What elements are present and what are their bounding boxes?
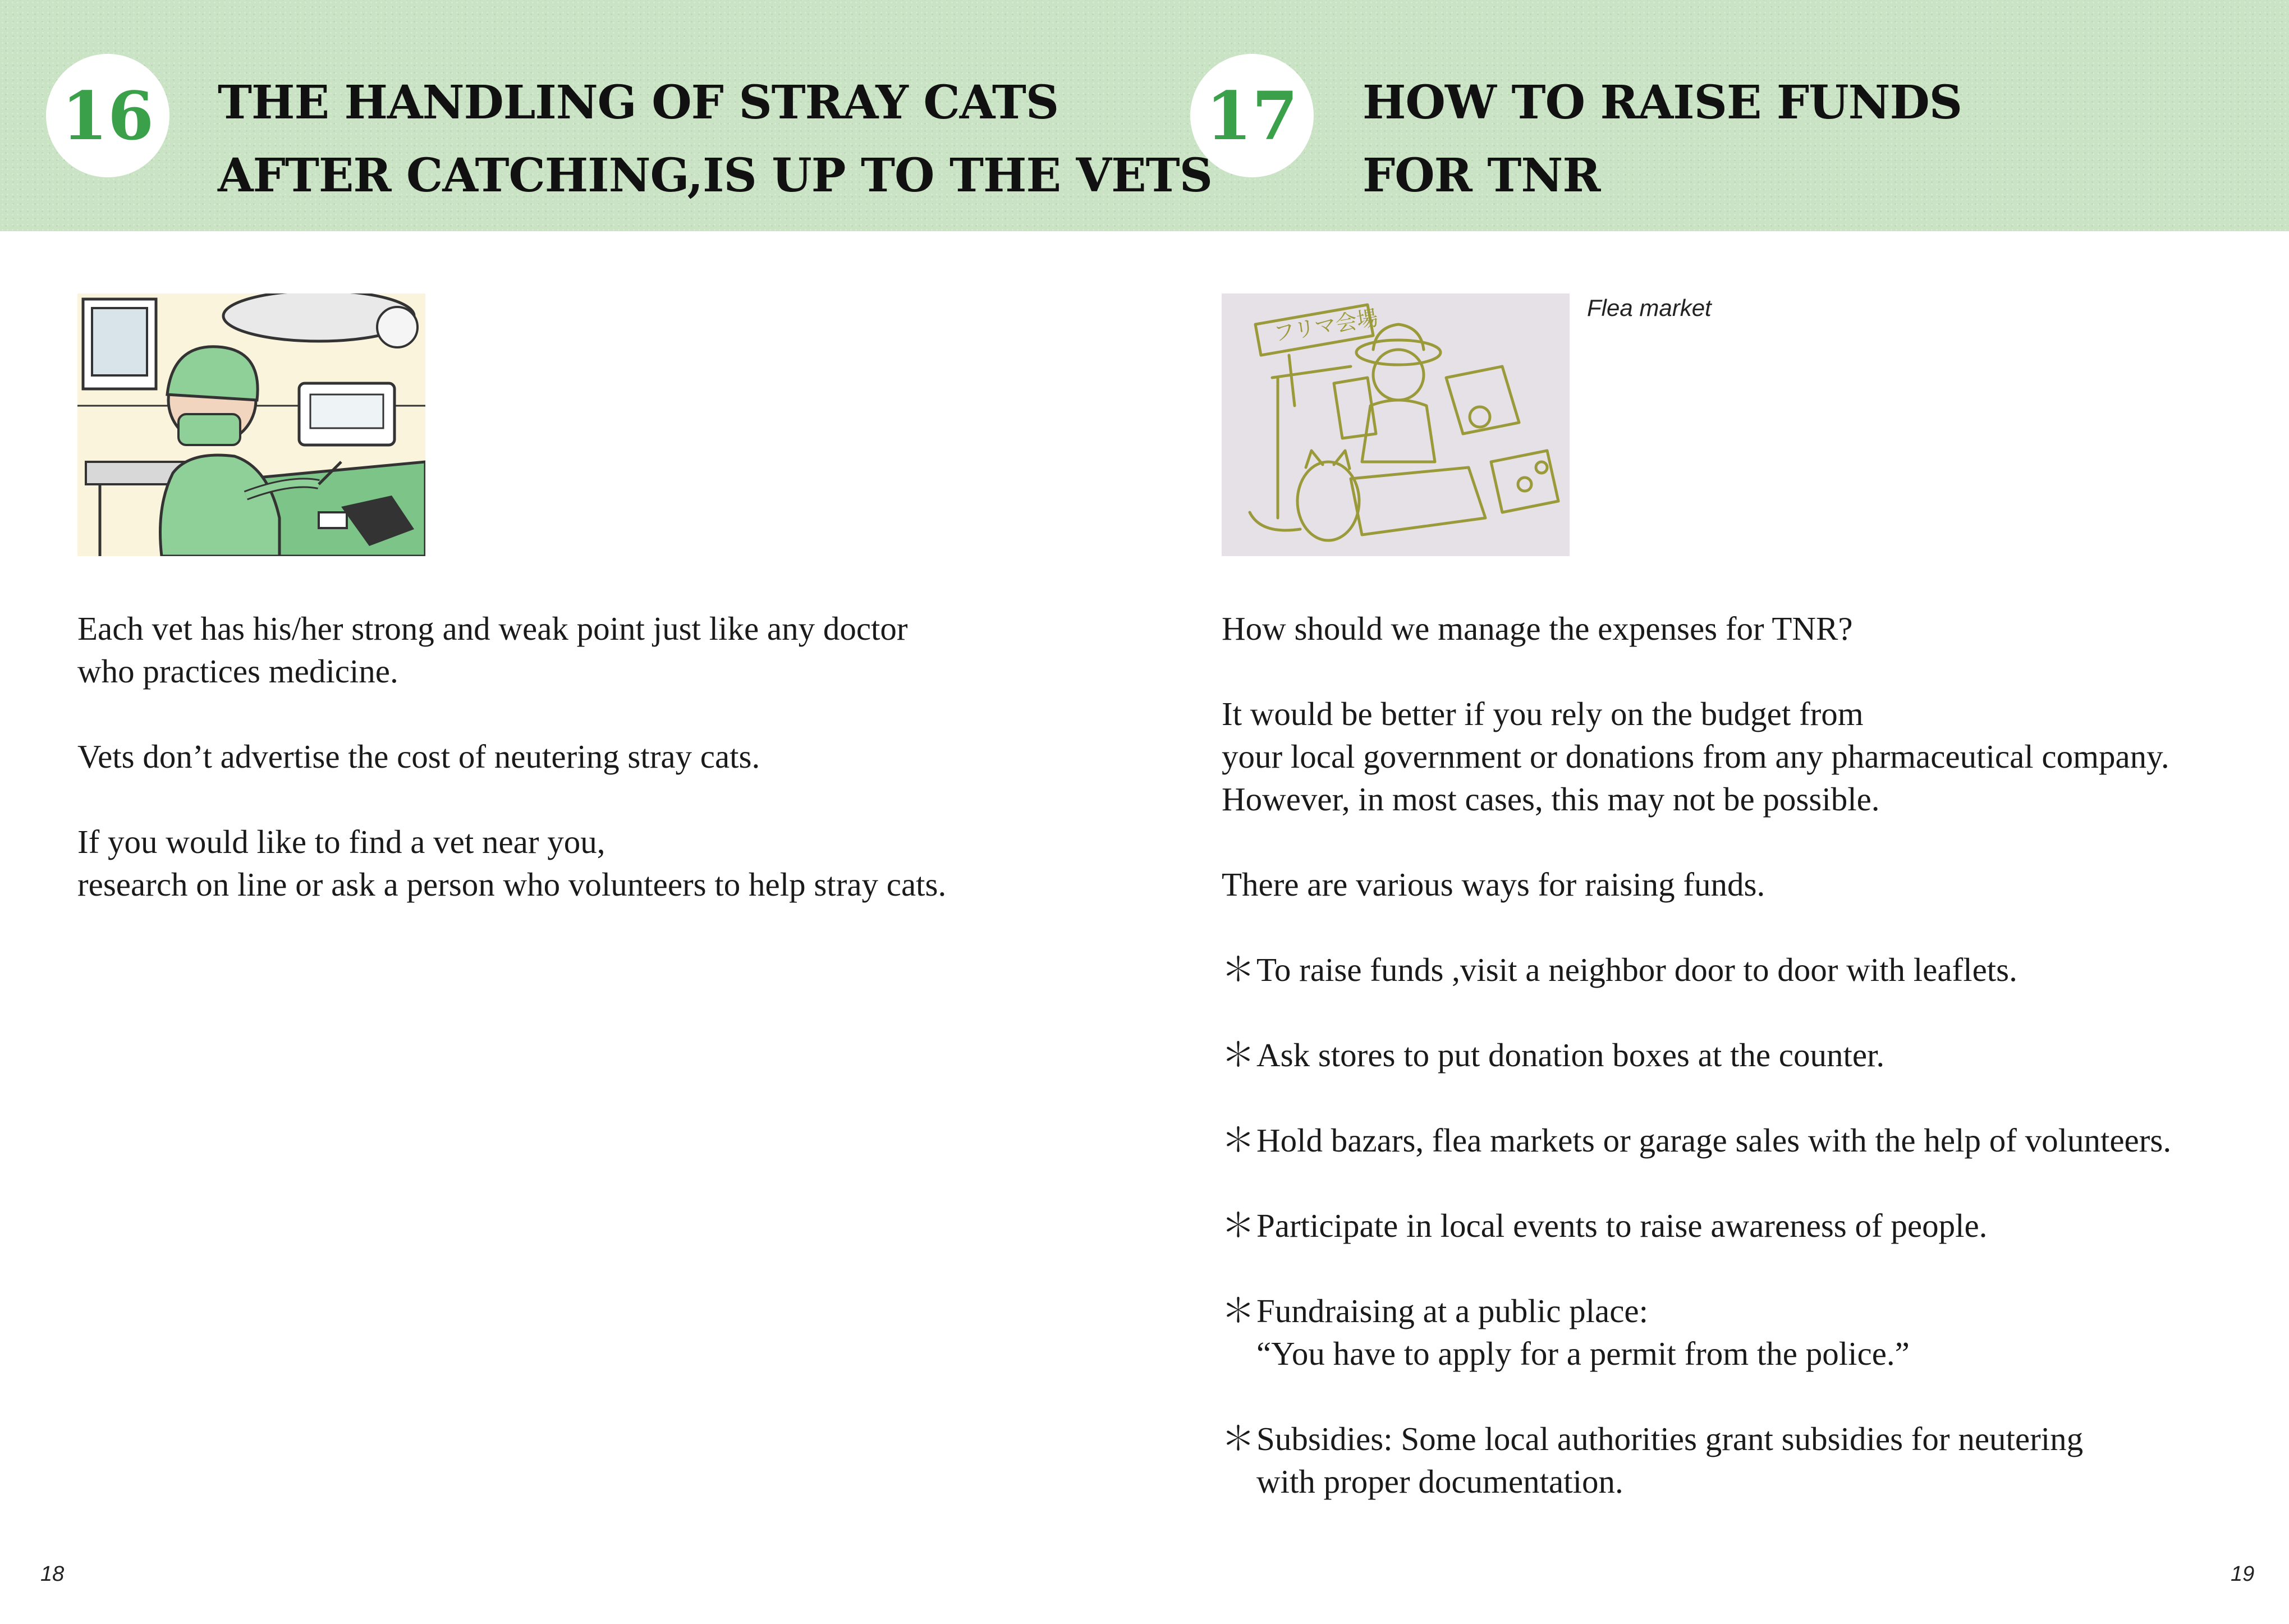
paragraph-line: Vets don’t advertise the cost of neutering stray cats.: [77, 738, 760, 775]
bullet-item: [1222, 1119, 2171, 1162]
bullet-star: ＊: [1222, 1292, 1255, 1329]
section-heading: [1363, 66, 1962, 212]
bullet-item: [1222, 1290, 2171, 1375]
paragraph-line: research on line or ask a person who volunteers to help stray cats.: [77, 866, 947, 903]
bullet-line: Hold bazars, flea markets or garage sales with the help of volunteers.: [1256, 1122, 2172, 1159]
flea-market-illustration: [1222, 293, 1570, 556]
bullet-star: ＊: [1222, 1207, 1255, 1244]
bullet-line: To raise funds ,visit a neighbor door to door with leaflets.: [1256, 951, 2017, 988]
heading-line: THE HANDLING OF STRAY CATS: [218, 76, 1059, 130]
bullet-line: Ask stores to put donation boxes at the counter.: [1256, 1036, 1885, 1074]
bullet-line: “You have to apply for a permit from the police.”: [1256, 1335, 1910, 1372]
flea-market-sign-text: フリマ会場: [1272, 305, 1380, 346]
bullet-star: ＊: [1222, 951, 1255, 988]
section-number: 16: [61, 76, 154, 155]
illustration-caption: Flea market: [1587, 295, 1712, 321]
paragraph-line: your local government or donations from any pharmaceutical company.: [1222, 738, 2169, 775]
paragraph-line: Each vet has his/her strong and weak point just like any doctor: [77, 610, 908, 647]
intro-question: How should we manage the expenses for TNR?: [1222, 610, 1853, 647]
paragraph-line: However, in most cases, this may not be possible.: [1222, 781, 1880, 818]
vet-surgery-illustration: [77, 293, 425, 556]
bullet-star: ＊: [1222, 1420, 1255, 1457]
section-number: 17: [1205, 76, 1299, 155]
bullet-line: Subsidies: Some local authorities grant subsidies for neutering: [1256, 1420, 2084, 1457]
paragraph-line: It would be better if you rely on the budget from: [1222, 695, 1864, 732]
heading-line: AFTER CATCHING,IS UP TO THE VETS: [218, 149, 1212, 203]
left-body-text: [77, 607, 946, 906]
bullet-item: [1222, 1204, 2171, 1247]
page-number-left: 18: [40, 1562, 65, 1586]
section-number-badge: [1190, 54, 1314, 177]
heading-line: HOW TO RAISE FUNDS: [1363, 76, 1962, 130]
bullet-line: with proper documentation.: [1256, 1463, 1623, 1500]
right-body-text: [1222, 607, 2171, 1503]
bullet-item: [1222, 1417, 2171, 1503]
bullet-item: [1222, 948, 2171, 991]
paragraph-line: who practices medicine.: [77, 653, 398, 690]
bullet-star: ＊: [1222, 1036, 1255, 1074]
bullet-item: [1222, 1034, 2171, 1076]
bullet-line: Participate in local events to raise awareness of people.: [1256, 1207, 1988, 1244]
bullet-star: ＊: [1222, 1122, 1255, 1159]
bullet-line: Fundraising at a public place:: [1256, 1292, 1648, 1329]
page-number-right: 19: [2231, 1562, 2255, 1586]
paragraph-line: If you would like to find a vet near you,: [77, 823, 605, 860]
section-number-badge: [46, 54, 169, 177]
ways-intro: There are various ways for raising funds.: [1222, 866, 1765, 903]
section-heading: [218, 66, 1212, 212]
heading-line: FOR TNR: [1363, 149, 1600, 203]
